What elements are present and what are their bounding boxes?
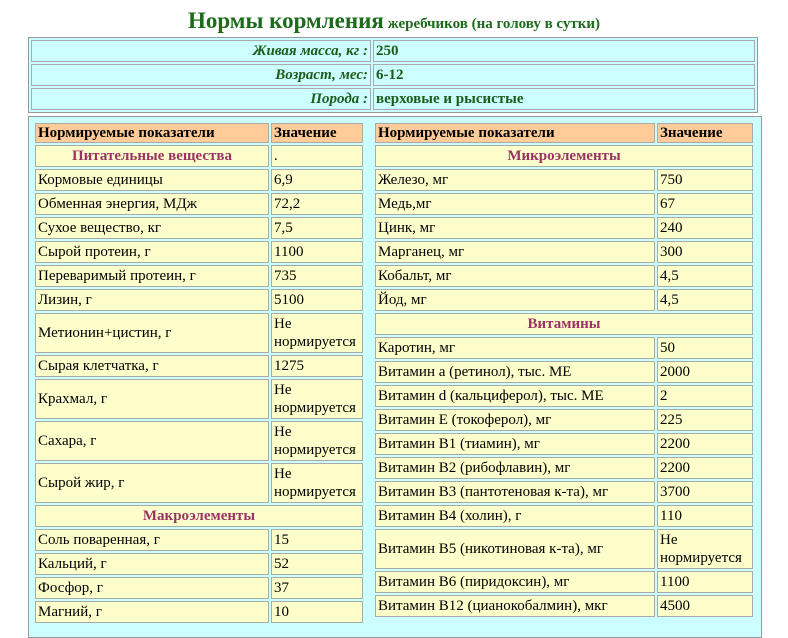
header-value: Значение bbox=[657, 123, 753, 143]
norm-name: Витамин В3 (пантотеновая к-та), мг bbox=[375, 481, 655, 503]
norm-value: 2000 bbox=[657, 361, 753, 383]
header-row bbox=[35, 123, 363, 143]
norms-container bbox=[28, 116, 762, 638]
norm-row bbox=[35, 241, 363, 263]
norm-value: 15 bbox=[271, 529, 363, 551]
norm-name: Цинк, мг bbox=[375, 217, 655, 239]
norm-row bbox=[35, 601, 363, 623]
norm-name: Марганец, мг bbox=[375, 241, 655, 263]
norm-value: 37 bbox=[271, 577, 363, 599]
norm-value: 72,2 bbox=[271, 193, 363, 215]
norm-value: 7,5 bbox=[271, 217, 363, 239]
norm-value: 6,9 bbox=[271, 169, 363, 191]
norm-row bbox=[35, 265, 363, 287]
norm-name: Витамин В12 (цианокобалмин), мкг bbox=[375, 595, 655, 617]
norm-name: Витамин В6 (пиридоксин), мг bbox=[375, 571, 655, 593]
norm-value: 225 bbox=[657, 409, 753, 431]
section-row bbox=[375, 313, 753, 335]
info-row bbox=[31, 40, 755, 62]
norm-row bbox=[375, 505, 753, 527]
norm-row bbox=[35, 421, 363, 461]
norm-row bbox=[375, 337, 753, 359]
norm-name: Витамин В4 (холин), г bbox=[375, 505, 655, 527]
norm-value: Не нормируется bbox=[271, 421, 363, 461]
info-row bbox=[31, 88, 755, 110]
title-main: Нормы кормления bbox=[187, 8, 384, 33]
norm-name: Сахара, г bbox=[35, 421, 269, 461]
norm-value: 4,5 bbox=[657, 265, 753, 287]
norm-name: Витамин В2 (рибофлавин), мг bbox=[375, 457, 655, 479]
norm-row bbox=[375, 529, 753, 569]
norm-row bbox=[35, 313, 363, 353]
norm-value: 2200 bbox=[657, 433, 753, 455]
norm-value: 735 bbox=[271, 265, 363, 287]
norm-name: Витамин Е (токоферол), мг bbox=[375, 409, 655, 431]
norm-value: 10 bbox=[271, 601, 363, 623]
norm-name: Витамин В1 (тиамин), мг bbox=[375, 433, 655, 455]
info-value: 250 bbox=[373, 40, 755, 62]
norm-value: 300 bbox=[657, 241, 753, 263]
norm-row bbox=[35, 553, 363, 575]
norm-row bbox=[375, 433, 753, 455]
norm-value: 3700 bbox=[657, 481, 753, 503]
norm-value: Не нормируется bbox=[657, 529, 753, 569]
header-name: Нормируемые показатели bbox=[35, 123, 269, 143]
norm-row bbox=[375, 193, 753, 215]
info-label: Возраст, мес: bbox=[31, 64, 371, 86]
norm-name: Витамин а (ретинол), тыс. МЕ bbox=[375, 361, 655, 383]
norm-name: Метионин+цистин, г bbox=[35, 313, 269, 353]
norm-value: 4,5 bbox=[657, 289, 753, 311]
norm-name: Соль поваренная, г bbox=[35, 529, 269, 551]
norm-value: 5100 bbox=[271, 289, 363, 311]
norm-row bbox=[375, 289, 753, 311]
norm-row bbox=[375, 481, 753, 503]
norm-value: 52 bbox=[271, 553, 363, 575]
norm-row bbox=[35, 577, 363, 599]
norm-name: Витамин d (кальциферол), тыс. МЕ bbox=[375, 385, 655, 407]
norm-row bbox=[35, 289, 363, 311]
norm-value: Не нормируется bbox=[271, 379, 363, 419]
norm-name: Каротин, мг bbox=[375, 337, 655, 359]
page-title bbox=[0, 8, 788, 34]
info-label: Живая масса, кг : bbox=[31, 40, 371, 62]
right-norms-table bbox=[373, 121, 755, 619]
info-row bbox=[31, 64, 755, 86]
norm-name: Кормовые единицы bbox=[35, 169, 269, 191]
section-title: Микроэлементы bbox=[375, 145, 753, 167]
norm-row bbox=[375, 457, 753, 479]
info-label: Порода : bbox=[31, 88, 371, 110]
norm-value: 50 bbox=[657, 337, 753, 359]
norm-row bbox=[35, 529, 363, 551]
left-norms-table bbox=[33, 121, 365, 625]
norm-value: 4500 bbox=[657, 595, 753, 617]
header-row bbox=[375, 123, 753, 143]
header-value: Значение bbox=[271, 123, 363, 143]
norm-value: Не нормируется bbox=[271, 463, 363, 503]
norm-name: Железо, мг bbox=[375, 169, 655, 191]
section-row bbox=[35, 145, 363, 167]
norm-row bbox=[35, 355, 363, 377]
norm-value: 1100 bbox=[657, 571, 753, 593]
info-value: верховые и рысистые bbox=[373, 88, 755, 110]
norm-value: 67 bbox=[657, 193, 753, 215]
norm-value: 2200 bbox=[657, 457, 753, 479]
norm-name: Сырая клетчатка, г bbox=[35, 355, 269, 377]
norm-name: Обменная энергия, МДж bbox=[35, 193, 269, 215]
norm-value: 1275 bbox=[271, 355, 363, 377]
norm-name: Йод, мг bbox=[375, 289, 655, 311]
norm-name: Лизин, г bbox=[35, 289, 269, 311]
norm-name: Сырой протеин, г bbox=[35, 241, 269, 263]
norm-name: Кальций, г bbox=[35, 553, 269, 575]
norm-name: Фосфор, г bbox=[35, 577, 269, 599]
norm-name: Магний, г bbox=[35, 601, 269, 623]
norm-name: Витамин В5 (никотиновая к-та), мг bbox=[375, 529, 655, 569]
info-value: 6-12 bbox=[373, 64, 755, 86]
norm-name: Медь,мг bbox=[375, 193, 655, 215]
norm-name: Переваримый протеин, г bbox=[35, 265, 269, 287]
left-norms-body bbox=[35, 145, 363, 623]
section-value: . bbox=[271, 145, 363, 167]
section-row bbox=[375, 145, 753, 167]
norm-value: 240 bbox=[657, 217, 753, 239]
norm-row bbox=[375, 169, 753, 191]
section-title: Питательные вещества bbox=[35, 145, 269, 167]
section-title: Витамины bbox=[375, 313, 753, 335]
norm-row bbox=[375, 217, 753, 239]
norm-row bbox=[375, 361, 753, 383]
norm-value: 2 bbox=[657, 385, 753, 407]
norm-name: Сухое вещество, кг bbox=[35, 217, 269, 239]
norm-row bbox=[375, 571, 753, 593]
norm-row bbox=[375, 409, 753, 431]
norm-row bbox=[375, 595, 753, 617]
norm-name: Крахмал, г bbox=[35, 379, 269, 419]
norm-value: 1100 bbox=[271, 241, 363, 263]
norm-value: 110 bbox=[657, 505, 753, 527]
norm-row bbox=[35, 463, 363, 503]
norm-value: Не нормируется bbox=[271, 313, 363, 353]
norm-row bbox=[375, 265, 753, 287]
right-norms-body bbox=[375, 145, 753, 617]
norm-row bbox=[35, 379, 363, 419]
norm-row bbox=[375, 385, 753, 407]
norm-row bbox=[375, 241, 753, 263]
title-sub: жеребчиков (на голову в сутки) bbox=[387, 16, 601, 32]
info-table bbox=[28, 37, 758, 113]
norm-name: Сырой жир, г bbox=[35, 463, 269, 503]
norm-value: 750 bbox=[657, 169, 753, 191]
norm-row bbox=[35, 169, 363, 191]
header-name: Нормируемые показатели bbox=[375, 123, 655, 143]
norm-name: Кобальт, мг bbox=[375, 265, 655, 287]
section-title: Макроэлементы bbox=[35, 505, 363, 527]
section-row bbox=[35, 505, 363, 527]
norm-row bbox=[35, 217, 363, 239]
norm-row bbox=[35, 193, 363, 215]
